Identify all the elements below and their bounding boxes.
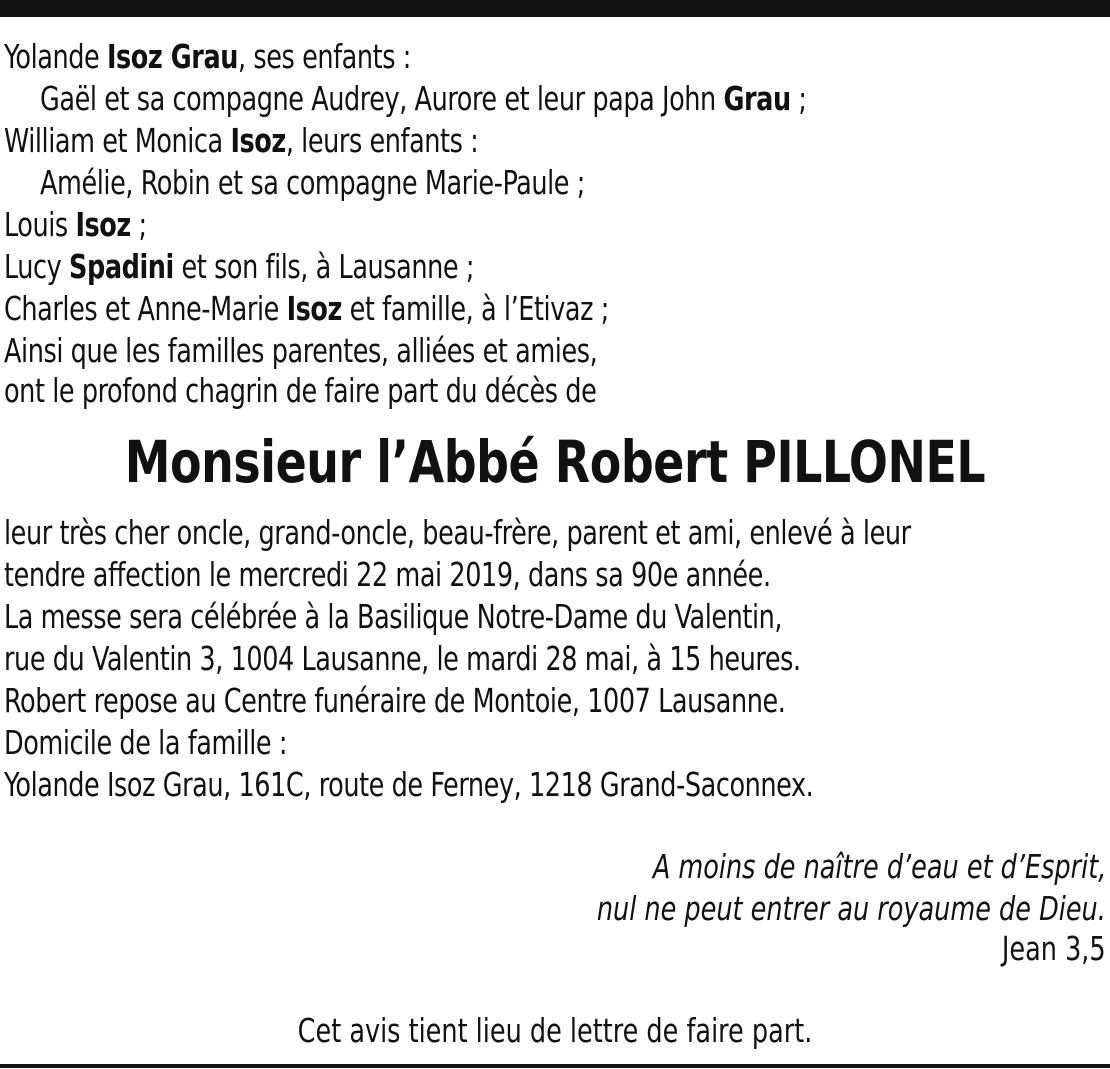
family-line — [4, 204, 147, 246]
bottom-rule — [0, 1064, 1110, 1068]
family-text: ; — [130, 205, 147, 244]
family-text: Lucy — [4, 247, 70, 286]
family-line — [4, 288, 609, 330]
family-line: Amélie, Robin et sa compagne Marie-Paule ; — [40, 163, 585, 202]
family-surname: Spadini — [69, 247, 174, 286]
family-text: et son fils, à Lausanne ; — [173, 247, 475, 286]
top-rule — [0, 0, 1110, 17]
family-line — [40, 78, 807, 120]
quote-line: A moins de naître d’eau et d’Esprit, — [652, 847, 1106, 886]
body-line: leur très cher oncle, grand-oncle, beau-frère, parent et ami, enlevé à leur — [4, 513, 911, 552]
family-text: Gaël et sa compagne Audrey, Aurore et leur papa John — [40, 79, 724, 118]
family-text: Charles et Anne-Marie — [4, 289, 287, 328]
family-surname: Grau — [723, 79, 791, 118]
family-text: et famille, à l’Etivaz ; — [341, 289, 609, 328]
family-line — [4, 36, 411, 78]
family-line: Ainsi que les familles parentes, alliées et amies, — [4, 331, 598, 370]
quote-reference: Jean 3,5 — [1002, 929, 1106, 968]
quote-line: nul ne peut entrer au royaume de Dieu. — [597, 889, 1106, 928]
body-line: Robert repose au Centre funéraire de Montoie, 1007 Lausanne. — [4, 681, 786, 720]
body-line: Yolande Isoz Grau, 161C, route de Ferney, 1218 Grand-Saconnex. — [4, 765, 814, 804]
body-line: tendre affection le mercredi 22 mai 2019, dans sa 90e année. — [4, 555, 771, 594]
body-line: Domicile de la famille : — [4, 723, 288, 762]
footer-note: Cet avis tient lieu de lettre de faire part. — [297, 1011, 813, 1050]
body-line: rue du Valentin 3, 1004 Lausanne, le mardi 28 mai, à 15 heures. — [4, 639, 801, 678]
family-surname: Isoz — [75, 205, 131, 244]
family-text: , leurs enfants : — [285, 121, 479, 160]
family-text: Louis — [4, 205, 76, 244]
family-text: Yolande — [4, 37, 107, 76]
family-line — [4, 246, 474, 288]
family-surname: Isoz — [230, 121, 286, 160]
family-text: ; — [790, 79, 807, 118]
family-line: ont le profond chagrin de faire part du décès de — [4, 371, 597, 410]
family-line — [4, 120, 478, 162]
family-surname: Isoz Grau — [106, 37, 239, 76]
body-line: La messe sera célébrée à la Basilique Notre-Dame du Valentin, — [4, 597, 783, 636]
family-text: William et Monica — [4, 121, 231, 160]
deceased-name: Monsieur l’Abbé Robert PILLONEL — [124, 428, 986, 496]
family-text: , ses enfants : — [238, 37, 411, 76]
family-surname: Isoz — [286, 289, 342, 328]
